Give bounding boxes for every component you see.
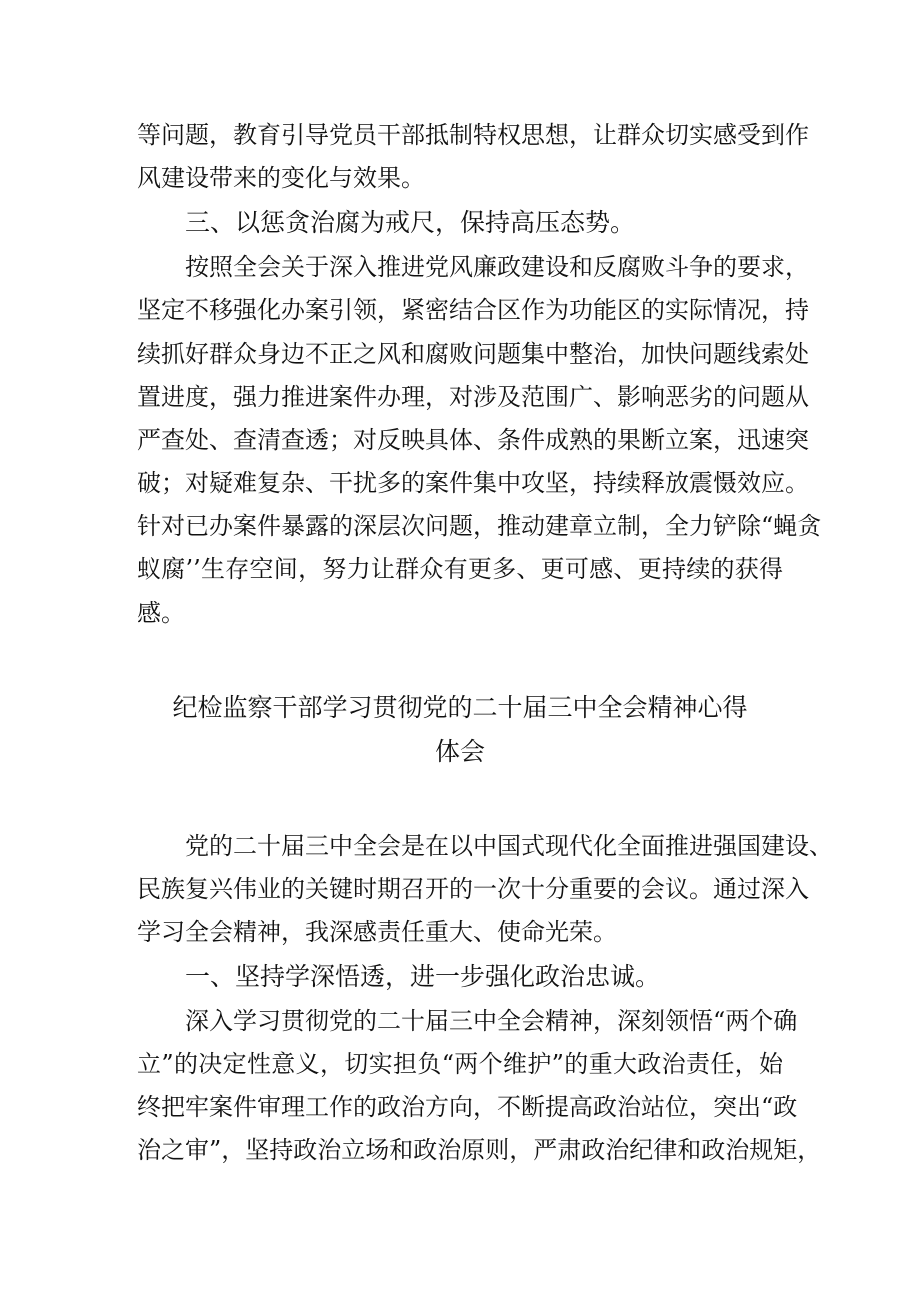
text-line: 深入学习贯彻党的二十届三中全会精神，深刻领悟“两个确 bbox=[185, 1007, 798, 1035]
text-line: 立”的决定性意义，切实担负“两个维护”的重大政治责任，始 bbox=[137, 1050, 783, 1078]
title-line-1: 纪检监察干部学习贯彻党的二十届三中全会精神心得 bbox=[172, 693, 748, 722]
text-line: 治之审”，坚持政治立场和政治原则，严肃政治纪律和政治规矩， bbox=[137, 1136, 822, 1164]
section-heading-1: 一、坚持学深悟透，进一步强化政治忠诚。 bbox=[185, 962, 661, 991]
text-line: 党的二十届三中全会是在以中国式现代化全面推进强国建设、 bbox=[185, 832, 833, 860]
section-heading-3: 三、以惩贪治腐为戒尺，保持高压态势。 bbox=[185, 208, 636, 237]
text-line: 针对已办案件暴露的深层次问题，推动建章立制，全力铲除“蝇贪 bbox=[137, 512, 822, 540]
text-line: 等问题，教育引导党员干部抵制特权思想，让群众切实感受到作 bbox=[137, 121, 809, 149]
text-line: 学习全会精神，我深感责任重大、使命光荣。 bbox=[137, 918, 617, 946]
title-line-2: 体会 bbox=[434, 737, 485, 766]
text-line: 续抓好群众身边不正之风和腐败问题集中整治，加快问题线索处 bbox=[137, 340, 809, 368]
text-line: 感。 bbox=[137, 599, 185, 627]
text-line: 坚定不移强化办案引领，紧密结合区作为功能区的实际情况，持 bbox=[137, 296, 809, 324]
text-line: 置进度，强力推进案件办理，对涉及范围广、影响恶劣的问题从 bbox=[137, 383, 809, 411]
text-line: 破；对疑难复杂、干扰多的案件集中攻坚，持续释放震慑效应。 bbox=[137, 469, 809, 497]
text-line: 蚁腐’’生存空间，努力让群众有更多、更可感、更持续的获得 bbox=[137, 555, 783, 583]
text-line: 终把牢案件审理工作的政治方向，不断提高政治站位，突出“政 bbox=[137, 1093, 798, 1121]
text-line: 风建设带来的变化与效果。 bbox=[137, 164, 425, 192]
text-line: 按照全会关于深入推进党风廉政建设和反腐败斗争的要求， bbox=[185, 253, 809, 281]
text-line: 严查处、查清查透；对反映具体、条件成熟的果断立案，迅速突 bbox=[137, 426, 809, 454]
text-line: 民族复兴伟业的关键时期召开的一次十分重要的会议。通过深入 bbox=[137, 875, 809, 903]
